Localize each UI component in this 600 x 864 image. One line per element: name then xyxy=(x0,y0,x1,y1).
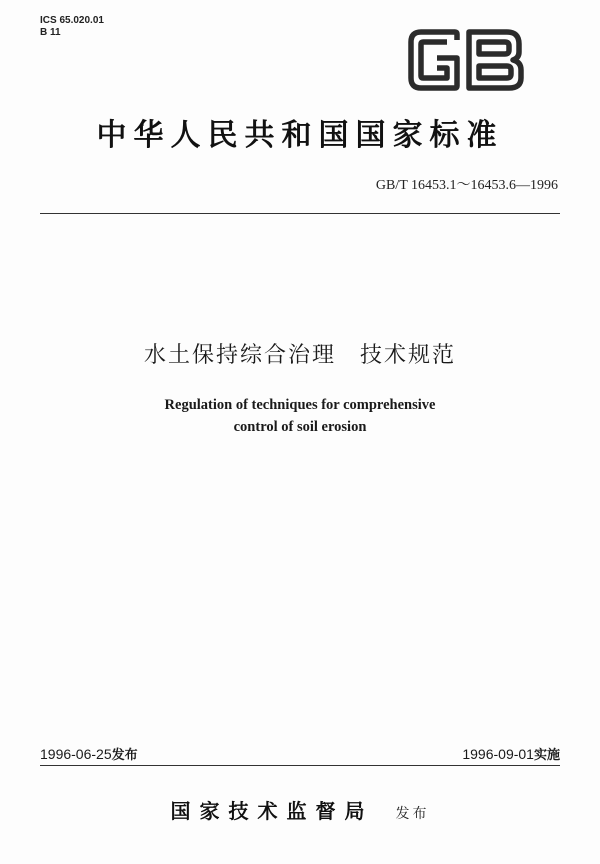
implementation-date-label: 实施 xyxy=(533,747,560,762)
issue-date xyxy=(40,744,138,763)
national-standard-title: 中华人民共和国国家标准 xyxy=(96,118,504,153)
document-title-en-line1: Regulation of techniques for comprehensive xyxy=(164,397,436,413)
issue-date-label: 发布 xyxy=(111,747,138,762)
document-title-en-line2: control of soil erosion xyxy=(233,419,367,435)
document-title-cn xyxy=(0,338,600,369)
standard-number: GB/T 16453.1～16453.6—1996 xyxy=(375,178,558,193)
publisher-line xyxy=(0,795,600,824)
document-title-en xyxy=(0,394,600,438)
gb-logo xyxy=(407,28,525,92)
document-title-cn-part2: 技术规范 xyxy=(360,343,457,368)
issue-date-value: 1996-06-25 xyxy=(40,746,112,762)
implementation-date-value: 1996-09-01 xyxy=(462,746,534,762)
ccs-code: B 11 xyxy=(40,27,61,38)
publisher-action: 发布 xyxy=(395,806,430,822)
ics-code: ICS 65.020.01 xyxy=(40,15,104,26)
top-divider xyxy=(40,213,560,214)
implementation-date xyxy=(462,744,560,763)
classification-codes xyxy=(40,15,104,39)
document-title-cn-part1: 水土保持综合治理 xyxy=(143,343,336,368)
bottom-divider xyxy=(40,765,560,766)
publisher-organization: 国家技术监督局 xyxy=(170,799,374,823)
